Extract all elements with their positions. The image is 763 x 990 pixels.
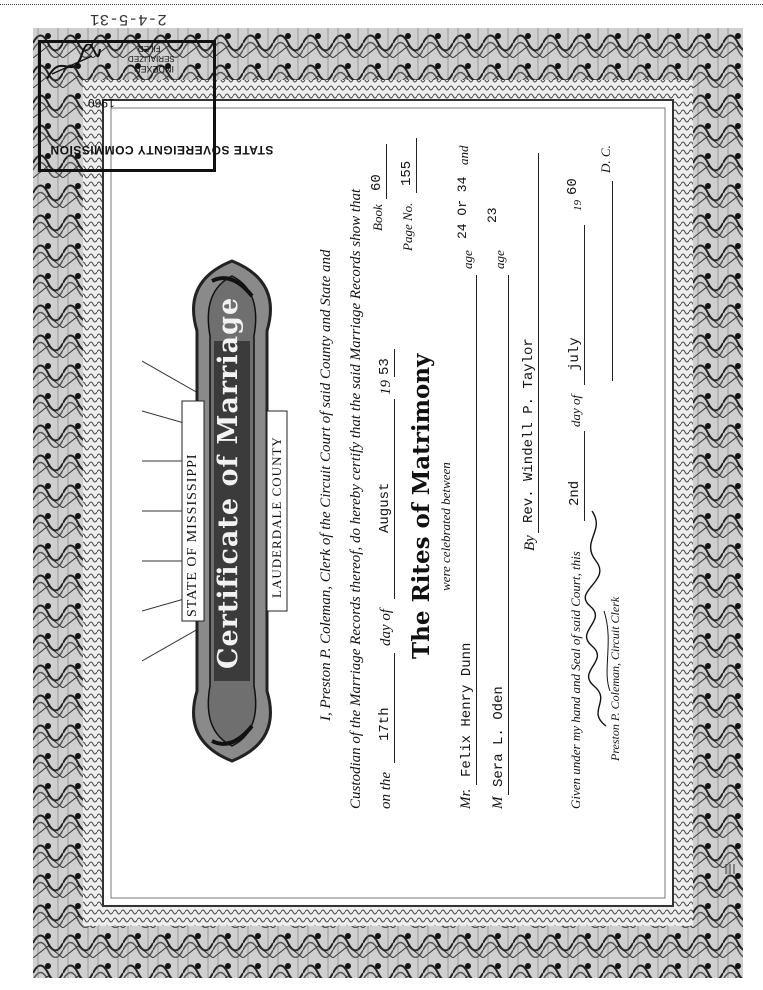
page-label: Page No.: [400, 202, 415, 251]
given-year: 60: [565, 178, 581, 195]
celebrated-between: were celebrated between: [438, 462, 453, 591]
and-label: and: [456, 145, 471, 165]
county-line: LAUDERDALE COUNTY: [269, 436, 284, 598]
month-underline: [394, 399, 395, 599]
given-month: july: [567, 337, 583, 371]
year-underline: [394, 349, 395, 377]
certificate-title: Certificate of Marriage: [213, 296, 244, 669]
mr-label: Mr.: [458, 788, 474, 809]
day-of-label: day of: [378, 608, 394, 646]
bride-age: 23: [485, 207, 500, 223]
stamp-scribble-icon: [42, 44, 102, 84]
rites-heading: The Rites of Matrimony: [408, 353, 435, 659]
stamp-indexed: INDEXED: [134, 64, 175, 74]
marginal-mark-icon: [724, 862, 738, 876]
given-month-underline: [584, 225, 585, 385]
day-value: 17th: [377, 707, 393, 741]
page-underline: [416, 138, 417, 193]
year-prefix: 19: [378, 380, 394, 395]
page-value: 155: [399, 160, 415, 186]
on-the-label: on the: [378, 771, 394, 809]
clerk-name: Preston P. Coleman, Circuit Clerk: [608, 596, 622, 761]
bride-age-label: age: [492, 250, 507, 269]
stamp-serialized: SERIALIZED: [128, 54, 175, 63]
book-underline: [386, 144, 387, 199]
miss-label: M: [490, 796, 506, 809]
stamp-handwritten-number: 2-4-5-31: [90, 10, 167, 28]
intro-line-2: Custodian of the Marriage Records thereof, do hereby certify that the said Marriage Records show that: [348, 188, 364, 809]
state-line: STATE OF MISSISSIPPI: [185, 453, 200, 617]
groom-underline: [476, 275, 477, 785]
bride-name: Sera L. Oden: [491, 686, 507, 787]
stamp-filed: FILED: [138, 44, 161, 53]
scan-edge-line: [0, 0, 763, 5]
groom-age: 24 Or 34: [455, 176, 470, 239]
intro-line-1: I, Preston P. Coleman, Clerk of the Circuit Court of said County and State and: [318, 249, 334, 721]
given-day: 2nd: [567, 480, 583, 506]
book-value: 60: [369, 174, 385, 191]
certificate-body: [130, 131, 650, 851]
dc-label: D. C.: [598, 145, 613, 173]
commission-stamp: [38, 10, 274, 172]
officiant-underline: [538, 153, 539, 533]
officiant-name: Rev. Windell P. Taylor: [521, 338, 537, 523]
month-value: August: [377, 482, 393, 533]
book-label: Book: [370, 204, 385, 231]
groom-name: Felix Henry Dunn: [459, 642, 475, 777]
dc-underline: [612, 181, 613, 381]
stamp-agency: STATE SOVEREIGNTY COMMISSION: [50, 143, 274, 157]
stamp-year: 1960: [88, 96, 115, 110]
given-under-text: Given under my hand and Seal of said Court, this: [568, 551, 583, 809]
year-value: 53: [377, 358, 393, 375]
day-underline: [394, 653, 395, 763]
by-label: By: [522, 535, 538, 551]
given-year-prefix: 19: [572, 200, 584, 211]
given-day-of: day of: [568, 394, 583, 427]
groom-age-label: age: [460, 250, 475, 269]
bride-underline: [508, 275, 509, 795]
